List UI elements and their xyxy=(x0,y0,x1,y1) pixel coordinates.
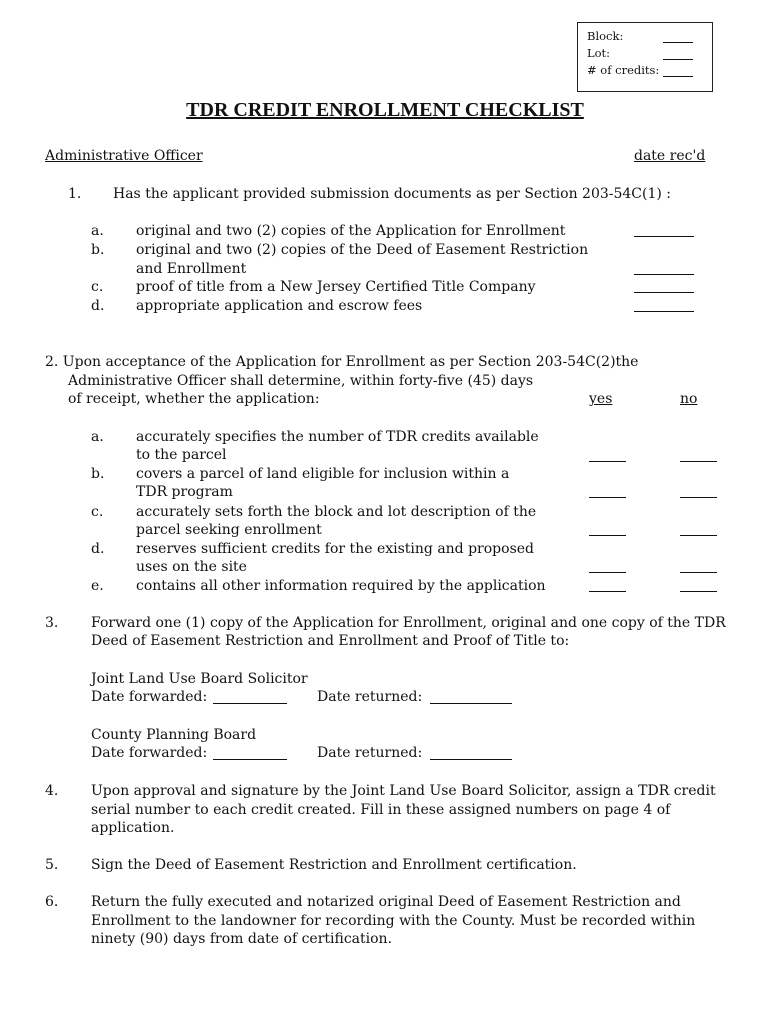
s1-item-d-text: appropriate application and escrow fees xyxy=(136,298,423,314)
section-5-text: Sign the Deed of Easement Restriction and Enrollment certification. xyxy=(91,857,577,873)
s2-item-d-text-2: uses on the site xyxy=(136,559,247,575)
solicitor-date-returned-label: Date returned: xyxy=(317,689,423,705)
block-label: Block: xyxy=(587,29,624,43)
section-4-number: 4. xyxy=(45,783,59,799)
section-2-text-1: 2. Upon acceptance of the Application for Enrollment as per Section 203-54C(2)the xyxy=(45,354,639,370)
section-3-number: 3. xyxy=(45,615,59,631)
section-6-text-2: Enrollment to the landowner for recording with the County. Must be recorded within xyxy=(91,913,696,929)
s2-item-e-letter: e. xyxy=(91,578,104,594)
s2-item-a-text-2: to the parcel xyxy=(136,447,227,463)
s2-item-e-yes-blank[interactable] xyxy=(589,591,626,592)
s2-item-b-text-2: TDR program xyxy=(136,484,233,500)
solicitor-date-returned-blank[interactable] xyxy=(430,703,512,704)
s1-item-a-letter: a. xyxy=(91,223,104,239)
s2-item-e-text: contains all other information required by the application xyxy=(136,578,546,594)
credits-label: # of credits: xyxy=(587,63,660,77)
section-3-text-1: Forward one (1) copy of the Application for Enrollment, original and one copy of the TDR xyxy=(91,615,726,631)
s1-item-b-date-blank[interactable] xyxy=(634,274,694,275)
county-date-returned-label: Date returned: xyxy=(317,745,423,761)
yes-column-header: yes xyxy=(589,391,613,407)
s1-item-b-text-2: and Enrollment xyxy=(136,261,247,277)
county-date-forwarded-label: Date forwarded: xyxy=(91,745,208,761)
section-6-text-3: ninety (90) days from date of certification. xyxy=(91,931,393,947)
s1-item-a-text: original and two (2) copies of the Application for Enrollment xyxy=(136,223,566,239)
section-4-text-3: application. xyxy=(91,820,175,836)
parcel-info-box xyxy=(577,22,713,92)
recipient-county-name: County Planning Board xyxy=(91,727,257,743)
section-2-text-3: of receipt, whether the application: xyxy=(68,391,320,407)
s2-item-b-yes-blank[interactable] xyxy=(589,497,626,498)
s1-item-b-text-1: original and two (2) copies of the Deed of Easement Restriction xyxy=(136,242,589,258)
s2-item-d-no-blank[interactable] xyxy=(680,572,717,573)
s2-item-a-no-blank[interactable] xyxy=(680,461,717,462)
s2-item-c-text-1: accurately sets forth the block and lot description of the xyxy=(136,504,537,520)
solicitor-date-forwarded-blank[interactable] xyxy=(213,703,287,704)
solicitor-date-forwarded-label: Date forwarded: xyxy=(91,689,208,705)
county-date-forwarded-blank[interactable] xyxy=(213,759,287,760)
credits-blank[interactable] xyxy=(663,63,693,77)
s1-item-c-letter: c. xyxy=(91,279,104,295)
s2-item-d-letter: d. xyxy=(91,541,105,557)
s2-item-d-yes-blank[interactable] xyxy=(589,572,626,573)
header-date-received: date rec'd xyxy=(634,148,706,164)
s1-item-c-date-blank[interactable] xyxy=(634,292,694,293)
section-6-text-1: Return the fully executed and notarized original Deed of Easement Restriction and xyxy=(91,894,681,910)
s2-item-a-yes-blank[interactable] xyxy=(589,461,626,462)
lot-blank[interactable] xyxy=(663,46,693,60)
s1-item-d-letter: d. xyxy=(91,298,105,314)
section-5-number: 5. xyxy=(45,857,59,873)
s2-item-b-no-blank[interactable] xyxy=(680,497,717,498)
s2-item-d-text-1: reserves sufficient credits for the existing and proposed xyxy=(136,541,534,557)
section-4-text-2: serial number to each credit created. Fill in these assigned numbers on page 4 of xyxy=(91,802,671,818)
s2-item-a-letter: a. xyxy=(91,429,104,445)
section-4-text-1: Upon approval and signature by the Joint Land Use Board Solicitor, assign a TDR credit xyxy=(91,783,716,799)
s2-item-b-text-1: covers a parcel of land eligible for inclusion within a xyxy=(136,466,510,482)
county-date-returned-blank[interactable] xyxy=(430,759,512,760)
section-3-text-2: Deed of Easement Restriction and Enrollment and Proof of Title to: xyxy=(91,633,570,649)
s2-item-b-letter: b. xyxy=(91,466,105,482)
recipient-solicitor-name: Joint Land Use Board Solicitor xyxy=(91,671,308,687)
s2-item-c-letter: c. xyxy=(91,504,104,520)
section-1-number: 1. xyxy=(68,186,82,202)
section-6-number: 6. xyxy=(45,894,59,910)
s2-item-e-no-blank[interactable] xyxy=(680,591,717,592)
block-blank[interactable] xyxy=(663,29,693,43)
header-admin-officer: Administrative Officer xyxy=(45,148,203,164)
s1-item-a-date-blank[interactable] xyxy=(634,236,694,237)
s2-item-a-text-1: accurately specifies the number of TDR credits available xyxy=(136,429,539,445)
lot-label: Lot: xyxy=(587,46,611,60)
no-column-header: no xyxy=(680,391,698,407)
section-1-text: Has the applicant provided submission documents as per Section 203-54C(1) : xyxy=(113,186,672,202)
s2-item-c-no-blank[interactable] xyxy=(680,535,717,536)
s1-item-b-letter: b. xyxy=(91,242,105,258)
s1-item-c-text: proof of title from a New Jersey Certified Title Company xyxy=(136,279,536,295)
section-2-text-2: Administrative Officer shall determine, within forty-five (45) days xyxy=(68,373,534,389)
s2-item-c-text-2: parcel seeking enrollment xyxy=(136,522,322,538)
s1-item-d-date-blank[interactable] xyxy=(634,311,694,312)
page-title: TDR CREDIT ENROLLMENT CHECKLIST xyxy=(186,99,584,121)
s2-item-c-yes-blank[interactable] xyxy=(589,535,626,536)
